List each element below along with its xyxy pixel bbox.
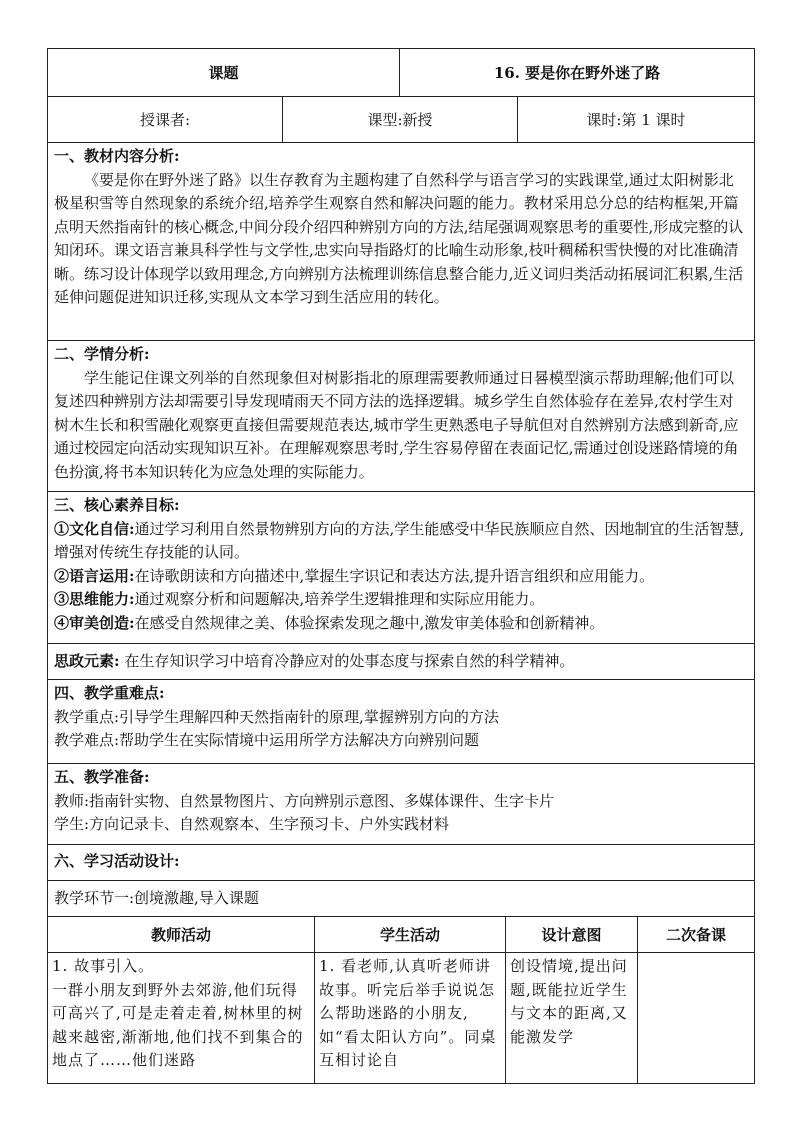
goal-item [54,588,748,612]
design-intent-cell: 创设情境,提出问题,既能拉近学生与文本的距离,又能激发学 [506,953,638,1083]
preparation-title: 五、教学准备: [54,768,150,786]
goal-label: ③思维能力: [54,590,135,608]
key-points-section [48,680,754,764]
col-design-intent: 设计意图 [506,917,638,952]
goal-text: 在诗歌朗读和方向描述中,掌握生字识记和表达方法,提升语言组织和应用能力。 [134,566,655,585]
student-analysis-section [48,341,754,492]
textbook-analysis-section [48,143,754,341]
goal-item [54,518,748,565]
lesson-type: 课型:新授 [283,97,518,142]
topic-row [48,49,754,97]
core-goals-section [48,492,754,644]
teaching-step: 教学环节一:创境激趣,导入课题 [54,889,259,907]
ideology-section [48,644,754,680]
goal-label: ①文化自信: [54,519,135,538]
topic-value: 16. 要是你在野外迷了路 [493,64,661,82]
activity-design-title: 六、学习活动设计: [54,852,180,870]
topic-label: 课题 [48,49,400,96]
ideology-label: 思政元素: [54,652,120,670]
preparation-section [48,764,754,845]
student-activity-cell: 1. 看老师,认真听老师讲故事。听完后举手说说怎么帮助迷路的小朋友,如“看太阳认方向”。同桌互相讨论自 [315,953,506,1083]
goal-item [54,565,748,589]
student-analysis-body: 学生能记住课文列举的自然现象但对树影指北的原理需要教师通过日晷模型演示帮助理解;他们可以复述四种辨别方法却需要引导发现晴雨天不同方法的选择逻辑。城乡学生自然体验存在差异,农村学生对树木生长和积雪融化观察更直接但需要规范表达,城市学生更熟悉电子导航但对自然辨别方法感到新奇,应通过校园定向活动实现知识互补。在理解观察思考时,学生容易停留在表面记忆,需通过创设迷路情境的角色扮演,将书本知识转化为应急处理的实际能力。 [54,368,739,481]
goal-text: 在感受自然规律之美、体验探索发现之趣中,激发审美体验和创新精神。 [134,613,605,632]
key-point: 教学重点:引导学生理解四种天然指南针的原理,掌握辨别方向的方法 [54,707,499,726]
col-teacher-activity: 教师活动 [48,917,315,952]
goal-item [54,612,748,636]
activity-header-row [48,917,754,953]
student-preparation: 学生:方向记录卡、自然观察本、生字预习卡、户外实践材料 [54,815,450,833]
goal-label: ②语言运用: [54,566,135,585]
teaching-step-row [48,881,754,917]
teacher-activity-cell: 1. 故事引入。 一群小朋友到野外去郊游,他们玩得可高兴了,可是走着走着,树林里的树越来越密,渐渐地,他们找不到集合的地点了……他们迷路 [48,953,315,1083]
key-points-title: 四、教学重难点: [54,684,165,702]
goal-text: 通过观察分析和问题解决,培养学生逻辑推理和实际应用能力。 [134,590,545,608]
activity-design-section [48,845,754,881]
second-prep-cell [638,953,754,1083]
goal-label: ④审美创造: [54,613,135,632]
info-row [48,97,754,143]
textbook-analysis-body: 《要是你在野外迷了路》以生存教育为主题构建了自然科学与语言学习的实践课堂,通过太阳树影北极星积雪等自然现象的系统介绍,培养学生观察自然和解决问题的能力。教材采用总分总的结构框架,开篇点明天然指南针的核心概念,中间分段介绍四种辨别方向的方法,结尾强调观察思考的重要性,形成完整的认知闭环。课文语言兼具科学性与文学性,忠实向导指路灯的比喻生动形象,枝叶稠稀积雪快慢的对比准确清晰。练习设计体现学以致用理念,方向辨别方法梳理训练信息整合能力,近义词归类活动拓展词汇积累,生活延伸问题促进知识迁移,实现从文本学习到生活应用的转化。 [54,170,744,306]
goal-text: 通过学习利用自然景物辨别方向的方法,学生能感受中华民族顺应自然、因地制宜的生活智慧,增强对传统生存技能的认同。 [54,519,745,561]
textbook-analysis-title: 一、教材内容分析: [54,147,180,165]
col-student-activity: 学生活动 [315,917,506,952]
lesson-plan-table [47,48,755,1084]
teacher-preparation: 教师:指南针实物、自然景物图片、方向辨别示意图、多媒体课件、生字卡片 [54,791,555,810]
lesson-time: 课时:第 1 课时 [586,111,686,129]
core-goals-title: 三、核心素养目标: [54,496,180,514]
col-second-prep: 二次备课 [665,926,726,944]
teacher-label: 授课者: [48,97,283,142]
activity-content-row [48,953,754,1084]
difficult-point: 教学难点:帮助学生在实际情境中运用所学方法解决方向辨别问题 [54,731,480,749]
ideology-text: 在生存知识学习中培育冷静应对的处事态度与探索自然的科学精神。 [119,652,575,670]
student-analysis-title: 二、学情分析: [54,345,150,363]
